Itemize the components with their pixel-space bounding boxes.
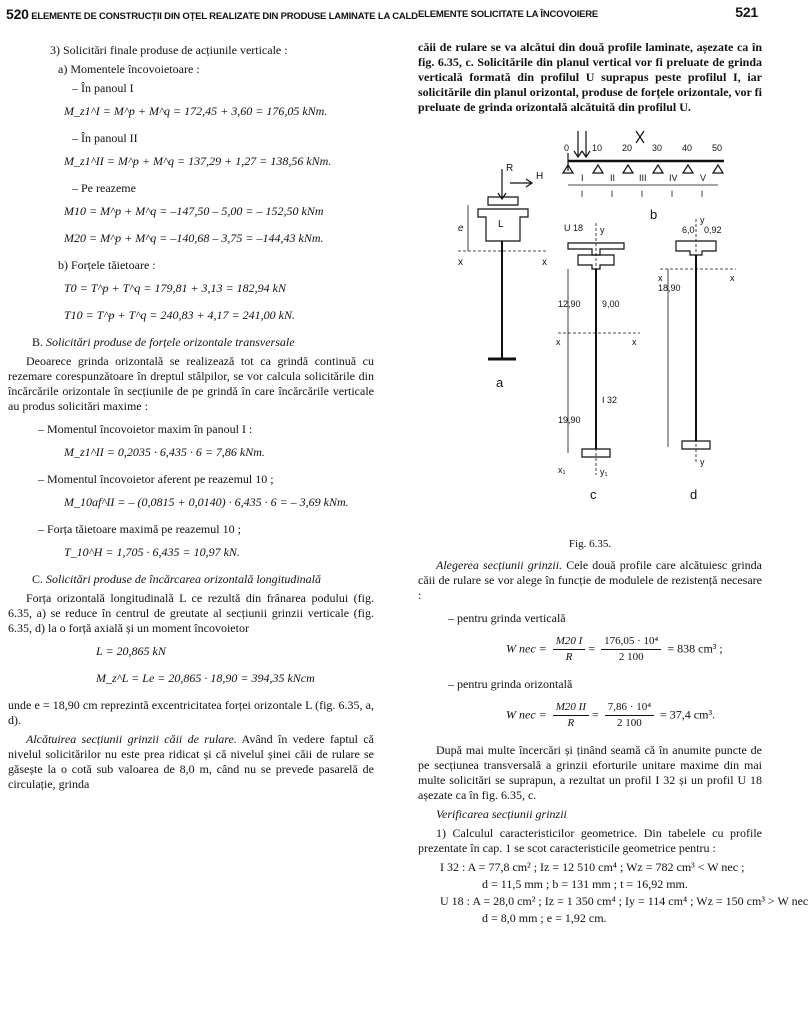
bullet-horizontal: – pentru grinda orizontală xyxy=(448,677,573,691)
dim-092: 0,92 xyxy=(704,225,722,235)
panel-III: III xyxy=(639,173,647,183)
i32-top-flange xyxy=(578,255,614,269)
panel2-label: – În panoul II xyxy=(72,131,138,145)
prop-u18-line2: d = 8,0 mm ; e = 1,92 cm. xyxy=(482,911,607,925)
subfigure-a-section xyxy=(458,163,548,390)
verificarea-title: Verificarea secțiunii grinzii xyxy=(436,807,567,821)
w-vert-frac2-num: 176,05 · 10⁴ xyxy=(601,634,661,650)
figure-caption: Fig. 6.35. xyxy=(568,538,612,550)
label-b: b xyxy=(650,207,658,222)
tick-0: 0 xyxy=(564,143,570,153)
force-H-arrow xyxy=(510,179,532,187)
bullet-moment-support: – Momentul încovoietor aferent pe reazemul 10 ; xyxy=(38,472,274,486)
paragraph-alcatuirea xyxy=(8,732,374,792)
formula-m2: M_z1^II = M^p + M^q = 137,29 + 1,27 = 138,56 kNm. xyxy=(64,154,332,168)
w-vert-frac1 xyxy=(553,634,586,665)
section-b-title: Solicitări produse de forțele orizontale transversale xyxy=(46,335,295,349)
formula-t10: T10 = T^p + T^q = 240,83 + 4,17 = 241,00 kN. xyxy=(64,308,295,322)
formula-m10: M10 = M^p + M^q = –147,50 – 5,00 = – 152,50 kNm xyxy=(64,204,324,218)
label-y-d: y xyxy=(700,215,705,225)
section-c-heading xyxy=(8,572,374,587)
formula-w-horizontal: W nec = $\frac{M20 II}{R}$ = $\frac{\text{7,86 · 10⁴}}{2 100}$ = 37,4 cm³. xyxy=(506,701,716,729)
paragraph-top: căii de rulare se va alcătui din două profile laminate, așezate ca în fig. 6.35, c. Solicitările din planul vertical vor fi preluate de grinda verticală formată din profilul U suprapus peste profilul I, iar solicitările din planul orizontal, produse de forțele orizontale, vor fi preluate de grinda orizontală alcătuită din profilul U. xyxy=(418,40,762,114)
right-page-body xyxy=(418,40,808,928)
w-oriz-frac1-num: M20 II xyxy=(553,700,589,716)
label-d: d xyxy=(690,487,698,502)
label-L: L xyxy=(498,219,504,230)
label-y-c: y xyxy=(600,225,605,235)
bullet-vertical: – pentru grinda verticală xyxy=(448,611,566,625)
w-oriz-frac2-num: 7,86 · 10⁴ xyxy=(605,700,654,716)
label-H: H xyxy=(536,171,544,182)
tick-40: 40 xyxy=(682,143,693,153)
tick-50: 50 xyxy=(712,143,723,153)
formula-l: L = 20,865 kN xyxy=(96,644,166,658)
support-1 xyxy=(593,165,603,173)
paragraph-alegerea xyxy=(418,558,762,603)
w-vert-frac2-den: 2 100 xyxy=(618,651,644,663)
label-x1-c: x₁ xyxy=(558,465,566,475)
w-oriz-frac1 xyxy=(553,700,589,731)
panel1-label: – În panoul I xyxy=(72,81,134,95)
w-oriz-frac1-den: R xyxy=(567,717,575,729)
alegerea-text: Cele două profile care alcătuiesc grinda căii de rulare se vor alege în funcție de modulele de rezistență necesare : xyxy=(418,558,762,602)
dim-1290: 12,90 xyxy=(558,299,581,309)
label-u18: U 18 xyxy=(564,223,584,233)
dim-60: 6,0 xyxy=(682,225,695,235)
alcatuirea-text: Având în vedere faptul că nivelul solicitărilor nu este prea ridicat și că nivelul șinei căii de rulare se găsește la o cotă sub valoarea de 8,0 m, când nu se prevede pasarelă de circulație, grinda xyxy=(8,732,374,791)
label-a: a xyxy=(496,375,504,390)
formula-b3: T_10^H = 1,705 · 6,435 = 10,97 kN. xyxy=(64,545,240,559)
label-x-a-left: x xyxy=(458,257,463,268)
w-vert-frac1-num: M20 I xyxy=(553,634,586,650)
right-page-number: 521 xyxy=(735,4,758,20)
paragraph-dupa: După mai multe încercări și ținând seamă că în anumite puncte de pe secțiunea transversală a grinzii eforturile unitare maxime din mai multe solicitări se suprapun, a rezultat un profil I 32 și un profil U 18 așezate ca în fig. 6.35, c. xyxy=(418,743,762,802)
left-page-number: 520 xyxy=(6,6,29,22)
formula-ml: M_z^L = Le = 20,865 · 18,90 = 394,35 kNcm xyxy=(96,671,315,685)
support-4 xyxy=(683,165,693,173)
paragraph-c: Forța orizontală longitudinală L ce rezultă din frânarea podului (fig. 6.35, a) se reduce în centrul de greutate al secțiunii grinzii verticale (fig. 6.35, d) la o forță axială și un moment încovoietor xyxy=(8,591,374,635)
figure-drawing xyxy=(418,123,762,533)
tick-10: 10 xyxy=(592,143,603,153)
section-c-title: Solicitări produse de încărcarea orizontală longitudinală xyxy=(46,572,322,586)
load-arrow-1 xyxy=(574,131,582,157)
paragraph-b: Deoarece grinda orizontală se realizează tot ca grindă continuă cu rezemare corespunzătoare în dreptul stâlpilor, se vor calcula solicitările din încărcările orizontale în secțiunile de pe grindă în care încărcările verticale au produs solicitări maxime : xyxy=(8,354,374,413)
label-y1-c: y₁ xyxy=(600,467,608,477)
tick-20: 20 xyxy=(622,143,633,153)
alegerea-title: Alegerea secțiunii grinzii. xyxy=(436,558,563,572)
formula-m1: M_z1^I = M^p + M^q = 172,45 + 3,60 = 176,05 kNm. xyxy=(64,104,328,118)
label-x-a-right: x xyxy=(542,257,547,268)
tick-30: 30 xyxy=(652,143,663,153)
left-header-title: ELEMENTE DE CONSTRUCȚII DIN OȚEL REALIZATE DIN PRODUSE LAMINATE LA CALD xyxy=(31,11,418,22)
label-y-d-bottom: y xyxy=(700,457,705,467)
alcatuirea-title: Alcătuirea secțiunii grinzii căii de rulare. xyxy=(26,732,237,746)
label-e: e xyxy=(458,223,464,234)
prop-i32-line1: I 32 : A = 77,8 cm² ; Iz = 12 510 cm⁴ ; Wz = 782 cm³ < W nec ; xyxy=(440,860,745,874)
span-l-5: l xyxy=(701,189,703,199)
figure-6-35 xyxy=(418,123,762,533)
section-c-letter: C. xyxy=(32,572,44,586)
right-header-title: ELEMENTE SOLICITATE LA ÎNCOVOIERE xyxy=(418,9,599,20)
w-oriz-result: = 37,4 cm³. xyxy=(660,707,716,722)
formula-t0: T0 = T^p + T^q = 179,81 + 3,13 = 182,94 kN xyxy=(64,281,286,295)
w-vert-lhs: W nec = xyxy=(506,641,547,656)
subfigure-d-section xyxy=(658,215,736,502)
bullet-moment-max: – Momentul încovoietor maxim în panoul I : xyxy=(38,422,253,436)
bullet-shear-max: – Forța tăietoare maximă pe reazemul 10 ; xyxy=(38,522,241,536)
subfigure-c-section xyxy=(556,223,640,502)
support-3 xyxy=(653,165,663,173)
left-running-header xyxy=(6,8,418,23)
label-R: R xyxy=(506,163,514,174)
span-l-2: l xyxy=(611,189,613,199)
w-oriz-frac2 xyxy=(605,700,654,731)
formula-b1: M_z1^II = 0,2035 · 6,435 · 6 = 7,86 kNm. xyxy=(64,445,265,459)
dim-1890: 18,90 xyxy=(658,283,681,293)
span-l-4: l xyxy=(671,189,673,199)
b-heading: b) Forțele tăietoare : xyxy=(58,258,156,272)
w-oriz-lhs: W nec = xyxy=(506,707,547,722)
label-x-d-left: x xyxy=(658,273,663,283)
support-5 xyxy=(713,165,723,173)
section-b-letter: B. xyxy=(32,335,44,349)
support-2 xyxy=(623,165,633,173)
dim-1990: 19,90 xyxy=(558,415,581,425)
load-arrow-2 xyxy=(582,131,590,157)
w-vert-frac1-den: R xyxy=(565,651,573,663)
paragraph-e: unde e = 18,90 cm reprezintă excentricitatea forței orizontale L (fig. 6.35, a, d). xyxy=(8,698,374,727)
prop-u18-line1: U 18 : A = 28,0 cm² ; Iz = 1 350 cm⁴ ; Iy = 114 cm⁴ ; Wz = 150 cm³ > W nec xyxy=(440,894,808,908)
right-page xyxy=(396,0,808,1024)
dim-900: 9,00 xyxy=(602,299,620,309)
label-i32: I 32 xyxy=(602,395,618,405)
w-oriz-frac2-den: 2 100 xyxy=(617,717,642,729)
force-R-arrow xyxy=(498,169,506,199)
label-x-c-right: x xyxy=(632,337,637,347)
span-l-1: l xyxy=(581,189,583,199)
subfigure-b-beam xyxy=(563,131,724,222)
section-b-heading xyxy=(8,335,374,350)
label-x-d-right: x xyxy=(730,273,735,283)
label-c: c xyxy=(590,487,597,502)
panel-II: II xyxy=(610,173,616,183)
left-page-body xyxy=(8,40,374,796)
w-vert-frac2 xyxy=(601,634,661,665)
formula-b2: M_10af^II = – (0,0815 + 0,0140) · 6,435 · 6 = – 3,69 kNm. xyxy=(64,495,349,509)
formula-w-vertical: W nec = $\frac{M20 I}{R}$ = $\frac{\text{176,05 · 10⁴}}{2 100}$ = 838 cm³ ; xyxy=(506,635,723,663)
load-marker xyxy=(636,131,644,143)
panel-V: V xyxy=(700,173,707,183)
panel-I: I xyxy=(581,173,584,183)
beam-supports xyxy=(563,165,723,173)
span-l-3: l xyxy=(641,189,643,199)
d-top-profile xyxy=(676,241,716,255)
panel-IV: IV xyxy=(669,173,678,183)
formula-m20: M20 = M^p + M^q = –140,68 – 3,75 = –144,43 kNm. xyxy=(64,231,324,245)
paragraph-verificarea: 1) Calculul caracteristicilor geometrice. Din tabelele cu profile prezentate în cap. 1 se scot caracteristicile geometrice pentru : xyxy=(418,826,762,855)
w-vert-result: = 838 cm³ ; xyxy=(667,641,723,656)
supports-label: – Pe reazeme xyxy=(72,181,136,195)
item3-heading: 3) Solicitări finale produse de acțiunile verticale : xyxy=(50,43,288,57)
label-x-c-left: x xyxy=(556,337,561,347)
right-running-header xyxy=(418,4,758,21)
a-heading: a) Momentele încovoietoare : xyxy=(58,62,200,76)
prop-i32-line2: d = 11,5 mm ; b = 131 mm ; t = 16,92 mm. xyxy=(482,877,688,891)
